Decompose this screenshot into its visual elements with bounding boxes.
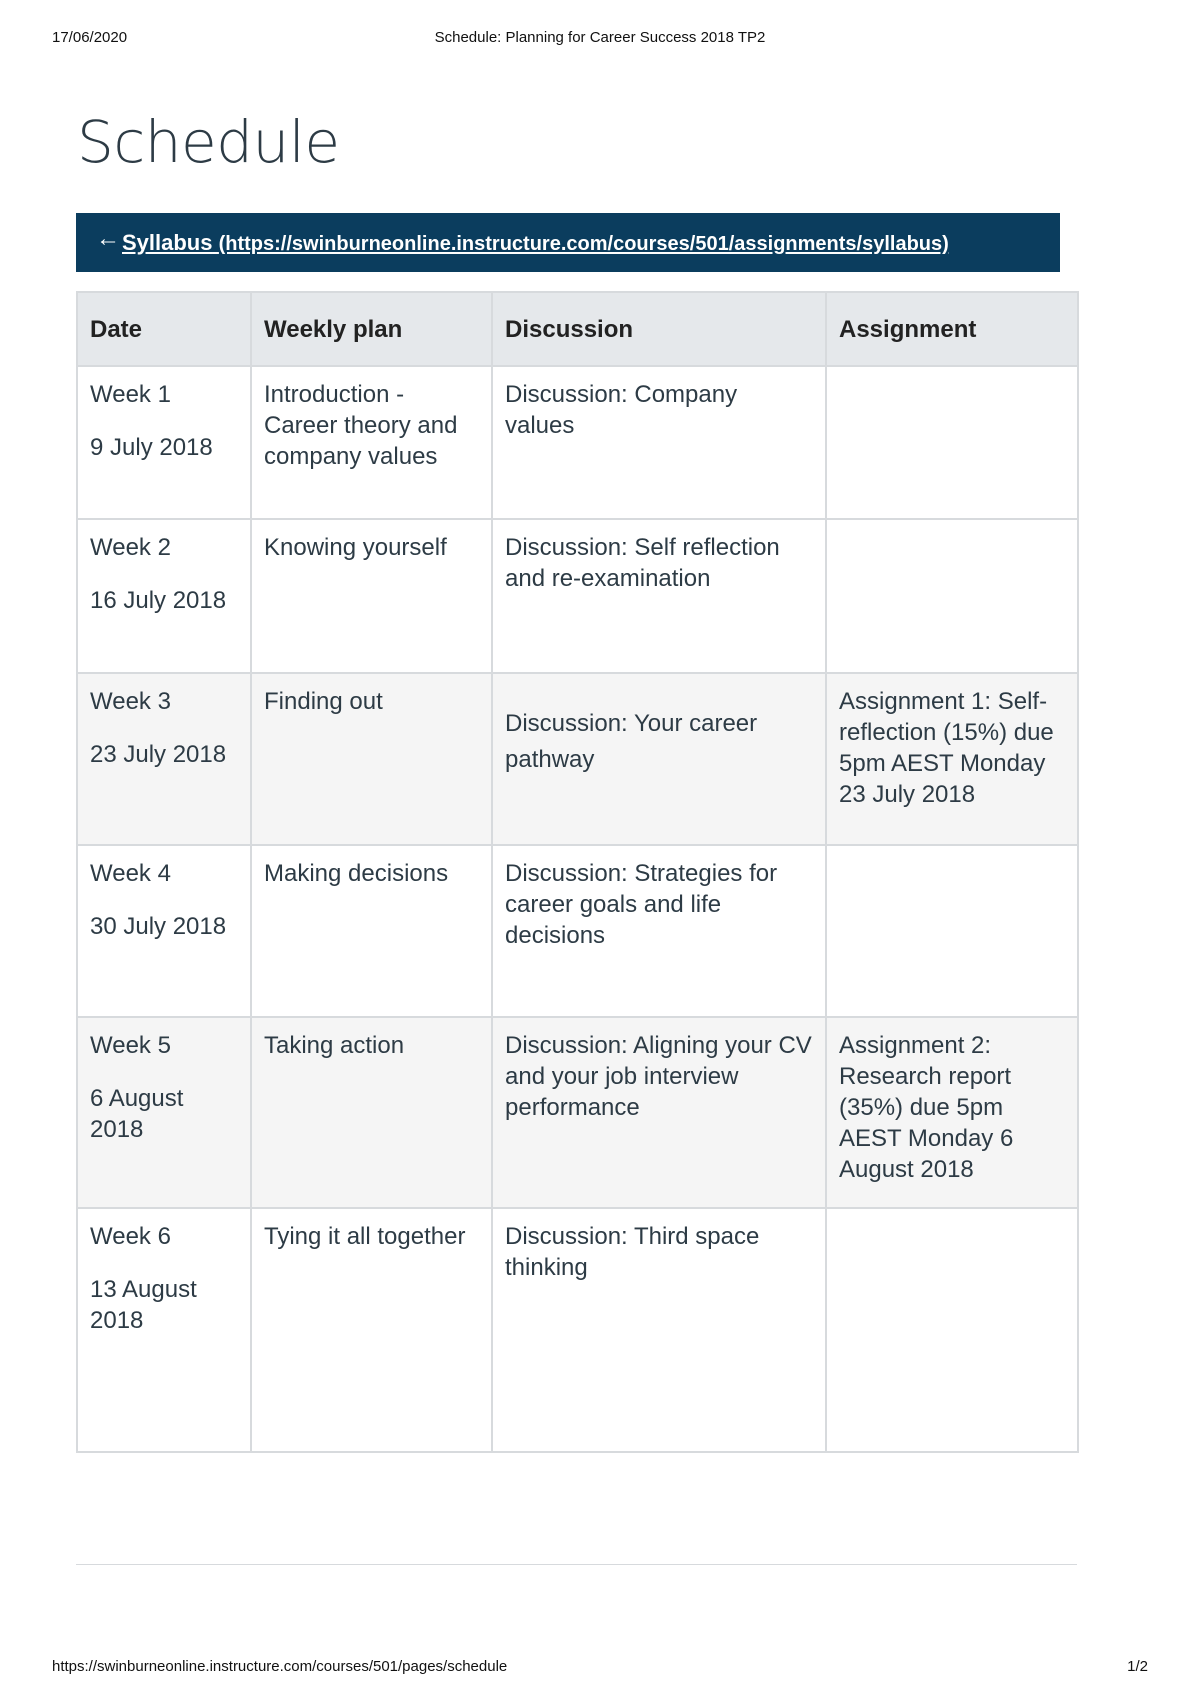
print-page-number: 1/2 bbox=[1127, 1658, 1148, 1675]
discussion-text: Discussion: Your career pathway bbox=[505, 710, 758, 773]
date-cell bbox=[77, 519, 251, 673]
header-discussion: Discussion bbox=[492, 292, 826, 366]
syllabus-link-url: (https://swinburneonline.instructure.com/courses/501/assignments/syllabus) bbox=[218, 232, 949, 255]
week-label: Week 5 bbox=[90, 1032, 171, 1059]
plan-cell: Tying it all together bbox=[251, 1208, 492, 1452]
week-date: 23 July 2018 bbox=[90, 741, 227, 768]
arrow-left-icon: ← bbox=[96, 224, 120, 252]
discussion-cell bbox=[492, 673, 826, 845]
assignment-cell bbox=[826, 845, 1078, 1017]
week-date: 16 July 2018 bbox=[90, 587, 227, 614]
week-label: Week 1 bbox=[90, 381, 171, 408]
week-label: Week 4 bbox=[90, 860, 171, 887]
print-date: 17/06/2020 bbox=[52, 29, 128, 46]
week-date: 9 July 2018 bbox=[90, 434, 213, 461]
date-cell bbox=[77, 1208, 251, 1452]
plan-cell: Knowing yourself bbox=[251, 519, 492, 673]
week-date: 30 July 2018 bbox=[90, 913, 227, 940]
table-row bbox=[77, 1208, 1078, 1452]
plan-cell: Taking action bbox=[251, 1017, 492, 1208]
date-cell bbox=[77, 366, 251, 519]
divider bbox=[76, 1564, 1077, 1565]
discussion-cell: Discussion: Aligning your CV and your job interview performance bbox=[492, 1017, 826, 1208]
assignment-cell bbox=[826, 1208, 1078, 1452]
week-date: 6 August 2018 bbox=[90, 1085, 184, 1143]
week-label: Week 6 bbox=[90, 1223, 171, 1250]
table-row bbox=[77, 1017, 1078, 1208]
date-cell bbox=[77, 1017, 251, 1208]
assignment-cell: Assignment 2: Research report (35%) due 5pm AEST Monday 6 August 2018 bbox=[826, 1017, 1078, 1208]
syllabus-nav-bar bbox=[76, 213, 1060, 272]
header-date: Date bbox=[77, 292, 251, 366]
discussion-cell: Discussion: Third space thinking bbox=[492, 1208, 826, 1452]
assignment-cell: Assignment 1: Self-reflection (15%) due 5pm AEST Monday 23 July 2018 bbox=[826, 673, 1078, 845]
assignment-cell bbox=[826, 519, 1078, 673]
plan-cell: Introduction - Career theory and company values bbox=[251, 366, 492, 519]
plan-cell: Making decisions bbox=[251, 845, 492, 1017]
schedule-table bbox=[76, 291, 1079, 1453]
syllabus-link[interactable] bbox=[122, 230, 949, 256]
page-title: Schedule bbox=[77, 108, 340, 176]
date-cell bbox=[77, 845, 251, 1017]
syllabus-link-label: Syllabus bbox=[122, 229, 213, 255]
table-row bbox=[77, 845, 1078, 1017]
discussion-cell: Discussion: Strategies for career goals and life decisions bbox=[492, 845, 826, 1017]
print-header bbox=[52, 29, 1148, 49]
table-header-row bbox=[77, 292, 1078, 366]
header-assignment: Assignment bbox=[826, 292, 1078, 366]
week-label: Week 3 bbox=[90, 688, 171, 715]
print-url: https://swinburneonline.instructure.com/courses/501/pages/schedule bbox=[52, 1658, 508, 1675]
table-row bbox=[77, 519, 1078, 673]
plan-cell: Finding out bbox=[251, 673, 492, 845]
discussion-cell: Discussion: Company values bbox=[492, 366, 826, 519]
date-cell bbox=[77, 673, 251, 845]
week-label: Week 2 bbox=[90, 534, 171, 561]
print-title: Schedule: Planning for Career Success 2018 TP2 bbox=[434, 29, 766, 46]
header-weekly-plan: Weekly plan bbox=[251, 292, 492, 366]
table-row bbox=[77, 366, 1078, 519]
discussion-cell: Discussion: Self reflection and re-examination bbox=[492, 519, 826, 673]
table-row bbox=[77, 673, 1078, 845]
assignment-cell bbox=[826, 366, 1078, 519]
week-date: 13 August 2018 bbox=[90, 1276, 197, 1334]
